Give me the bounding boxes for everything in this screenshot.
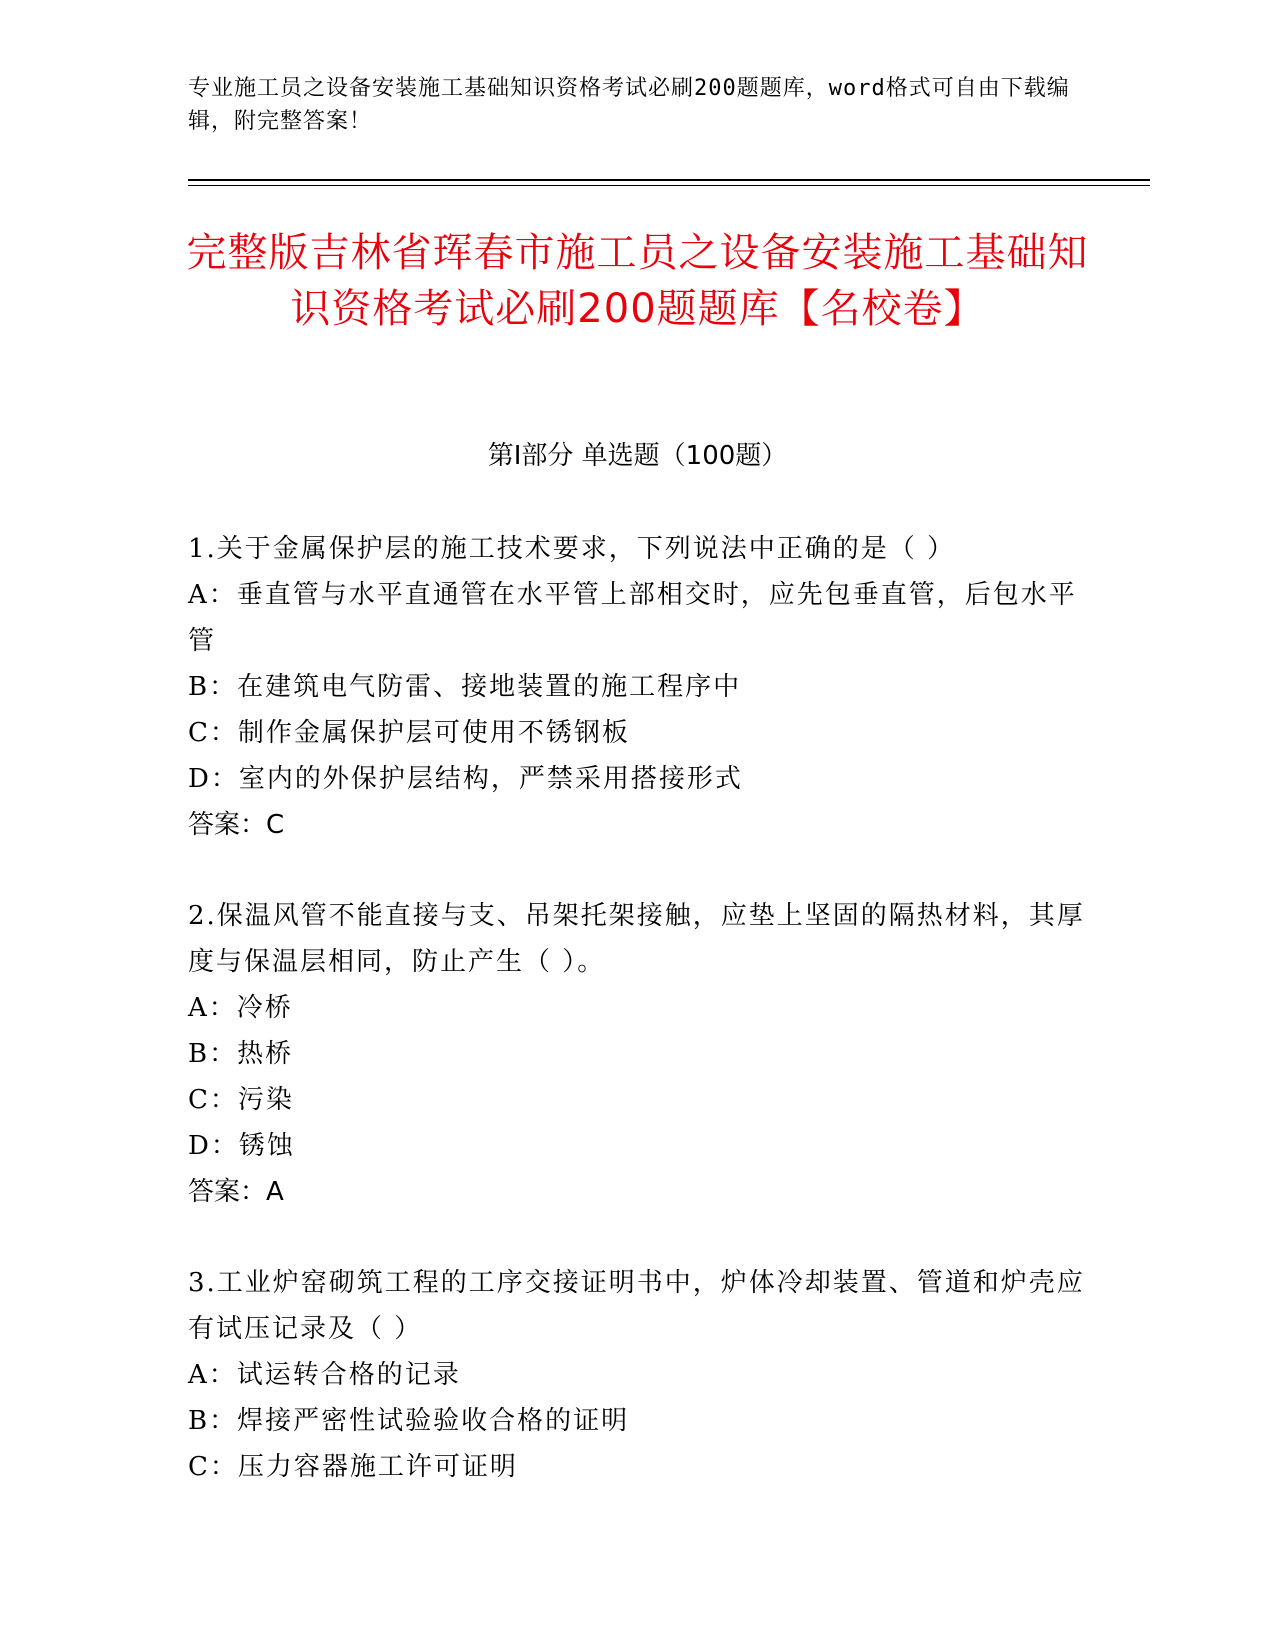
answer: 答案：A <box>188 1177 284 1207</box>
header-divider-thin <box>188 185 1150 186</box>
answer: 答案：C <box>188 810 285 840</box>
question-stem: 2.保温风管不能直接与支、吊架托架接触，应垫上坚固的隔热材料，其厚度与保温层相同，防止产生（ ）。 <box>188 901 1085 977</box>
option-d: D：室内的外保护层结构，严禁采用搭接形式 <box>188 764 743 794</box>
document-title: 完整版吉林省珲春市施工员之设备安装施工基础知识资格考试必刷200题题库【名校卷】 <box>186 230 1089 332</box>
header-divider-thick <box>188 179 1150 181</box>
section-title: 第Ⅰ部分 单选题（100题） <box>487 441 788 471</box>
option-a: A：试运转合格的记录 <box>188 1360 461 1390</box>
question-3 <box>188 1260 1088 1490</box>
option-a: A：垂直管与水平直通管在水平管上部相交时，应先包垂直管，后包水平管 <box>188 580 1077 656</box>
option-c: C：污染 <box>188 1085 294 1115</box>
option-c: C：压力容器施工许可证明 <box>188 1452 518 1482</box>
option-a: A：冷桥 <box>188 993 293 1023</box>
question-stem: 3.工业炉窑砌筑工程的工序交接证明书中，炉体冷却装置、管道和炉壳应有试压记录及（ ） <box>188 1268 1085 1344</box>
option-c: C：制作金属保护层可使用不锈钢板 <box>188 718 630 748</box>
question-2 <box>188 893 1088 1215</box>
question-list <box>188 526 1088 1535</box>
option-b: B：热桥 <box>188 1039 294 1069</box>
option-d: D：锈蚀 <box>188 1131 295 1161</box>
option-b: B：在建筑电气防雷、接地装置的施工程序中 <box>188 672 742 702</box>
question-1 <box>188 526 1088 848</box>
option-b: B：焊接严密性试验验收合格的证明 <box>188 1406 630 1436</box>
question-stem: 1.关于金属保护层的施工技术要求，下列说法中正确的是（ ） <box>188 534 956 564</box>
header-note: 专业施工员之设备安装施工基础知识资格考试必刷200题题库，word格式可自由下载编辑，附完整答案！ <box>188 76 1070 134</box>
